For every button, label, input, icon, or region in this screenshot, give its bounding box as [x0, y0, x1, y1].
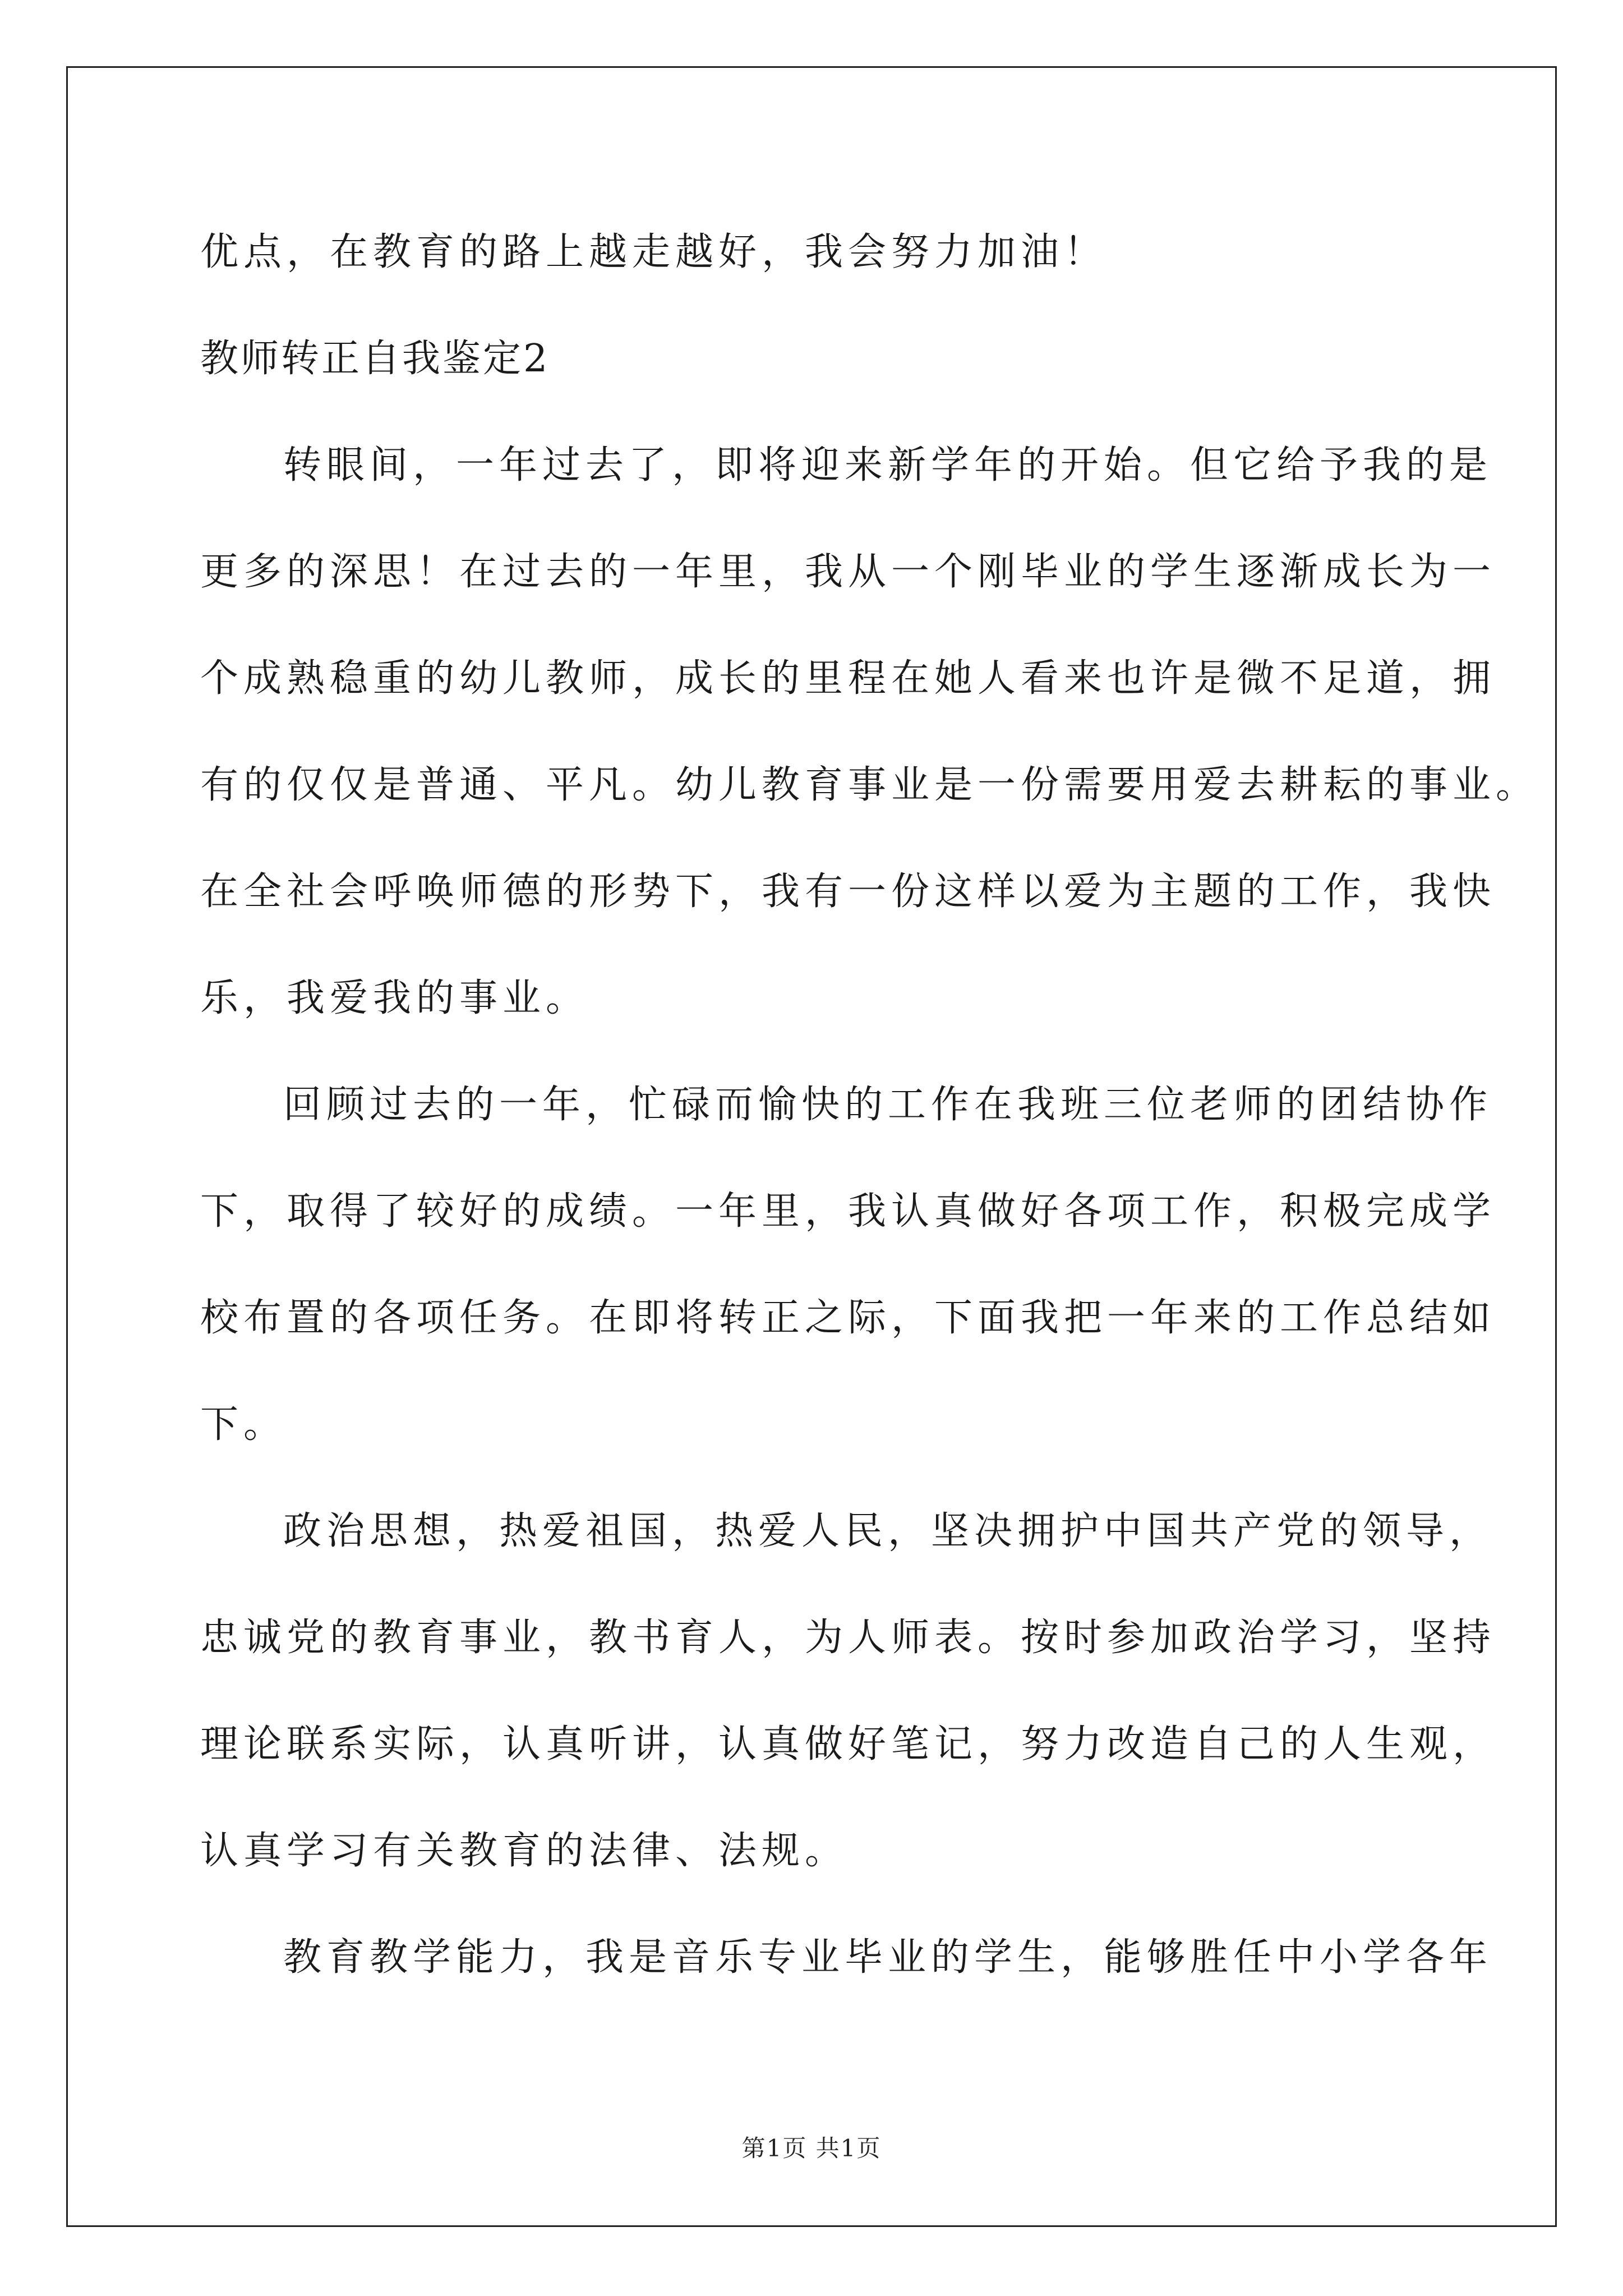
paragraph-continuation: 优点，在教育的路上越走越好，我会努力加油！: [200, 230, 1108, 274]
paragraph-line: 在全社会呼唤师德的形势下，我有一份这样以爱为主题的工作，我快: [200, 869, 1496, 914]
section-heading: 教师转正自我鉴定2: [200, 337, 550, 381]
paragraph-line: 校布置的各项任务。在即将转正之际，下面我把一年来的工作总结如: [200, 1296, 1496, 1340]
paragraph-line: 理论联系实际，认真听讲，认真做好笔记，努力改造自己的人生观，: [200, 1722, 1496, 1766]
paragraph-line: 认真学习有关教育的法律、法规。: [200, 1829, 849, 1873]
paragraph-line: 政治思想，热爱祖国，热爱人民，坚决拥护中国共产党的领导，: [283, 1509, 1493, 1553]
paragraph-line: 乐，我爱我的事业。: [200, 976, 589, 1020]
document-body: [200, 224, 1539, 1986]
paragraph-line: 更多的深思！在过去的一年里，我从一个刚毕业的学生逐渐成长为一: [200, 550, 1496, 594]
paragraph-line: 教育教学能力，我是音乐专业毕业的学生，能够胜任中小学各年: [283, 1935, 1493, 1980]
paragraph-4: [200, 1930, 1493, 1986]
paragraph-line: 忠诚党的教育事业，教书育人，为人师表。按时参加政治学习，坚持: [200, 1616, 1496, 1660]
paragraph-line: 有的仅仅是普通、平凡。幼儿教育事业是一份需要用爱去耕耘的事业。: [200, 763, 1539, 807]
paragraph-3: [200, 1503, 1496, 1879]
paragraph-line: 回顾过去的一年，忙碌而愉快的工作在我班三位老师的团结协作: [283, 1083, 1493, 1127]
paragraph-line: 下。: [200, 1402, 287, 1447]
paragraph-1: [200, 438, 1539, 1027]
paragraph-2: [200, 1077, 1496, 1453]
paragraph-line: 个成熟稳重的幼儿教师，成长的里程在她人看来也许是微不足道，拥: [200, 656, 1496, 701]
paragraph-line: 转眼间，一年过去了，即将迎来新学年的开始。但它给予我的是: [283, 443, 1493, 487]
paragraph-line: 下，取得了较好的成绩。一年里，我认真做好各项工作，积极完成学: [200, 1189, 1496, 1234]
page-number-footer: 第1页 共1页: [741, 2134, 882, 2162]
